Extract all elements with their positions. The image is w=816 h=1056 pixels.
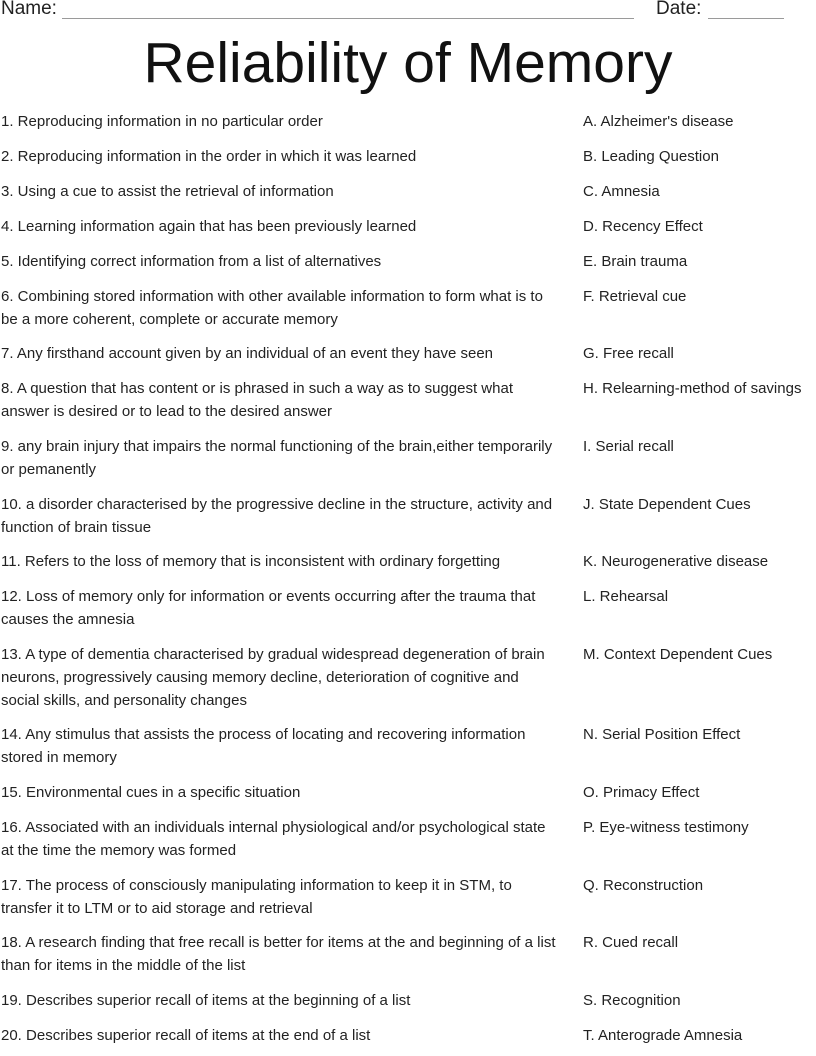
answer-d: D. Recency Effect	[583, 218, 703, 235]
answer-h: H. Relearning-method of savings	[583, 380, 802, 397]
name-label: Name:	[1, 0, 57, 19]
clue-5: 5. Identifying correct information from a list of alternatives	[1, 253, 382, 270]
clue-17: 17. The process of consciously manipulating information to keep it in STM, to transfer it to LTM or to aid storage and retrieval	[1, 877, 512, 917]
clue-19: 19. Describes superior recall of items at the beginning of a list	[1, 992, 411, 1009]
clue-3: 3. Using a cue to assist the retrieval of information	[1, 183, 334, 200]
clue-11: 11. Refers to the loss of memory that is inconsistent with ordinary forgetting	[1, 553, 501, 570]
name-field[interactable]	[62, 18, 634, 19]
answer-t: T. Anterograde Amnesia	[583, 1027, 743, 1044]
answer-e: E. Brain trauma	[583, 253, 688, 270]
answer-l: L. Rehearsal	[583, 588, 669, 605]
date-label: Date:	[656, 0, 702, 19]
answer-m: M. Context Dependent Cues	[583, 646, 773, 663]
answer-i: I. Serial recall	[583, 438, 674, 455]
clue-9: 9. any brain injury that impairs the normal functioning of the brain,either temporarily or pemanently	[1, 438, 553, 478]
clue-8: 8. A question that has content or is phrased in such a way as to suggest what answer is desired or to lead to the desired answer	[1, 380, 513, 420]
answer-g: G. Free recall	[583, 345, 674, 362]
answer-o: O. Primacy Effect	[583, 784, 700, 801]
answer-n: N. Serial Position Effect	[583, 726, 741, 743]
answer-a: A. Alzheimer's disease	[583, 113, 734, 130]
answer-k: K. Neurogenerative disease	[583, 553, 769, 570]
answer-s: S. Recognition	[583, 992, 681, 1009]
clue-14: 14. Any stimulus that assists the process of locating and recovering information stored in memory	[1, 726, 526, 766]
clue-6: 6. Combining stored information with other available information to form what is to be a more coherent, complete or accurate memory	[1, 288, 543, 328]
clue-20: 20. Describes superior recall of items at the end of a list	[1, 1027, 371, 1044]
answer-f: F. Retrieval cue	[583, 288, 687, 305]
clue-10: 10. a disorder characterised by the progressive decline in the structure, activity and function of brain tissue	[1, 496, 553, 536]
clue-1: 1. Reproducing information in no particular order	[1, 113, 323, 130]
answer-p: P. Eye-witness testimony	[583, 819, 749, 836]
answer-b: B. Leading Question	[583, 148, 719, 165]
clue-4: 4. Learning information again that has been previously learned	[1, 218, 417, 235]
answer-c: C. Amnesia	[583, 183, 660, 200]
date-field[interactable]	[708, 18, 784, 19]
clue-13: 13. A type of dementia characterised by gradual widespread degeneration of brain neurons, progressively causing memory decline, deterioration of cognitive and social skills, and personality changes	[1, 646, 545, 709]
worksheet-header	[0, 0, 816, 24]
answer-j: J. State Dependent Cues	[583, 496, 751, 513]
answer-r: R. Cued recall	[583, 934, 679, 951]
page-title: Reliability of Memory	[143, 31, 673, 95]
clue-15: 15. Environmental cues in a specific situation	[1, 784, 301, 801]
clue-2: 2. Reproducing information in the order in which it was learned	[1, 148, 417, 165]
clue-18: 18. A research finding that free recall is better for items at the and beginning of a list than for items in the middle of the list	[1, 934, 556, 974]
answer-q: Q. Reconstruction	[583, 877, 704, 894]
clue-16: 16. Associated with an individuals internal physiological and/or psychological state at the time the memory was formed	[1, 819, 546, 859]
clue-12: 12. Loss of memory only for information or events occurring after the trauma that causes the amnesia	[1, 588, 536, 628]
clue-7: 7. Any firsthand account given by an individual of an event they have seen	[1, 345, 493, 362]
